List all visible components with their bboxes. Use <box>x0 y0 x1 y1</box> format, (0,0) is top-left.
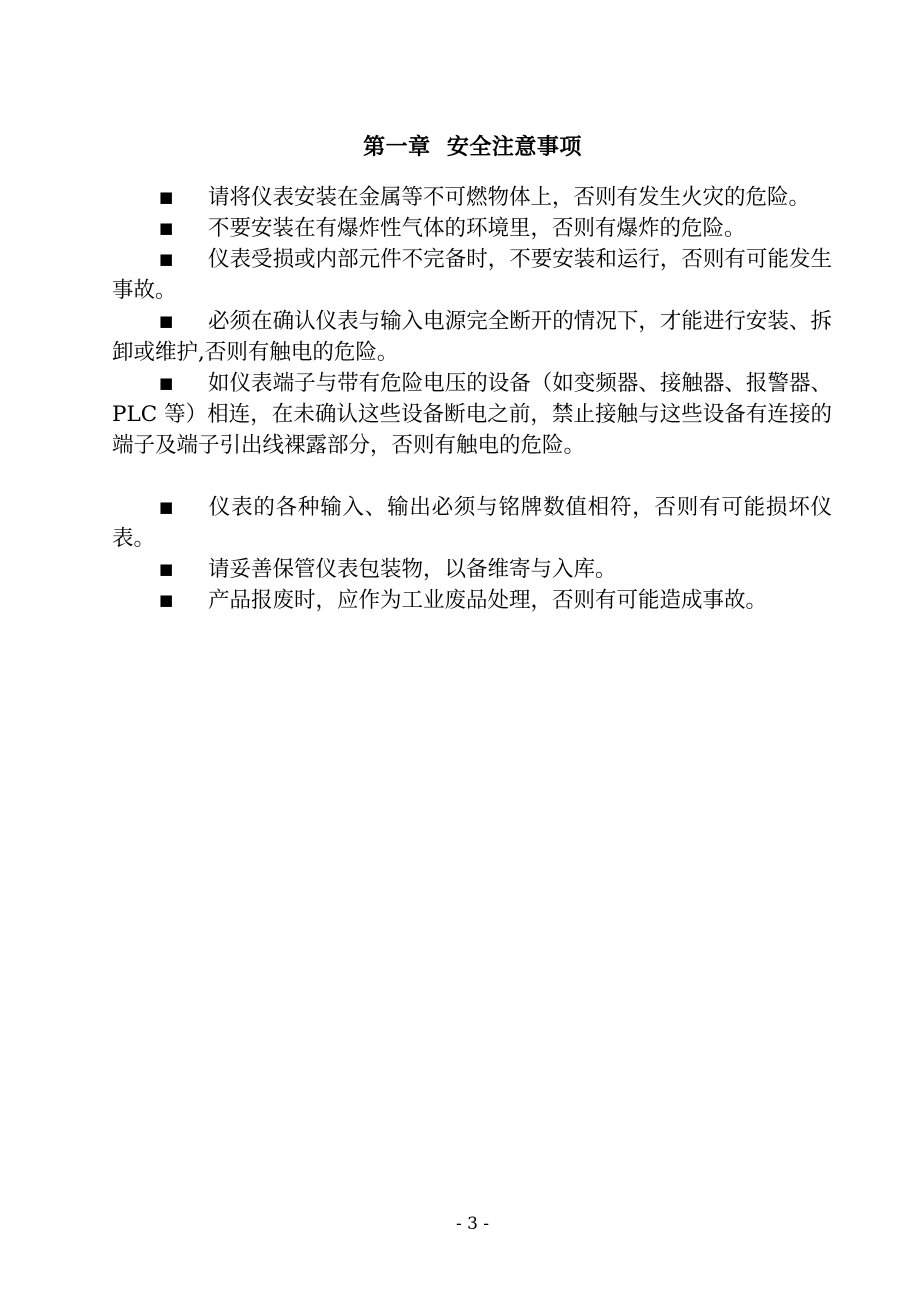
safety-item-text: 产品报废时，应作为工业废品处理，否则有可能造成事故。 <box>208 588 768 613</box>
safety-item <box>112 585 832 616</box>
square-bullet-icon: ■ <box>159 560 174 578</box>
page-number: - 3 - <box>455 1214 490 1234</box>
square-bullet-icon: ■ <box>159 250 174 268</box>
safety-item-text: 必须在确认仪表与输入电源完全断开的情况下，才能进行安装、拆卸或维护,否则有触电的危险。 <box>112 309 832 365</box>
safety-item-text: 请妥善保管仪表包装物，以备维寄与入库。 <box>208 557 617 582</box>
square-bullet-icon: ■ <box>159 591 174 609</box>
safety-notice-list <box>112 182 832 616</box>
square-bullet-icon: ■ <box>159 219 174 237</box>
safety-item <box>112 244 832 306</box>
square-bullet-icon: ■ <box>159 374 174 392</box>
chapter-title: 第一章 安全注意事项 <box>363 134 582 160</box>
safety-item-text: 如仪表端子与带有危险电压的设备（如变频器、接触器、报警器、PLC 等）相连，在未确认这些设备断电之前，禁止接触与这些设备有连接的端子及端子引出线裸露部分，否则有触电的危险。 <box>112 371 832 458</box>
safety-item <box>112 182 832 213</box>
square-bullet-icon: ■ <box>159 188 174 206</box>
safety-item-text: 仪表受损或内部元件不完备时，不要安装和运行，否则有可能发生事故。 <box>112 247 832 303</box>
safety-item <box>112 306 832 368</box>
safety-item-text: 请将仪表安装在金属等不可燃物体上，否则有发生火灾的危险。 <box>208 185 811 210</box>
safety-item <box>112 492 832 554</box>
safety-item <box>112 368 832 461</box>
square-bullet-icon: ■ <box>159 498 174 516</box>
safety-item-text: 仪表的各种输入、输出必须与铭牌数值相符，否则有可能损坏仪表。 <box>112 495 832 551</box>
safety-item-text: 不要安装在有爆炸性气体的环境里，否则有爆炸的危险。 <box>208 216 746 241</box>
safety-item <box>112 554 832 585</box>
square-bullet-icon: ■ <box>159 312 174 330</box>
safety-item <box>112 213 832 244</box>
